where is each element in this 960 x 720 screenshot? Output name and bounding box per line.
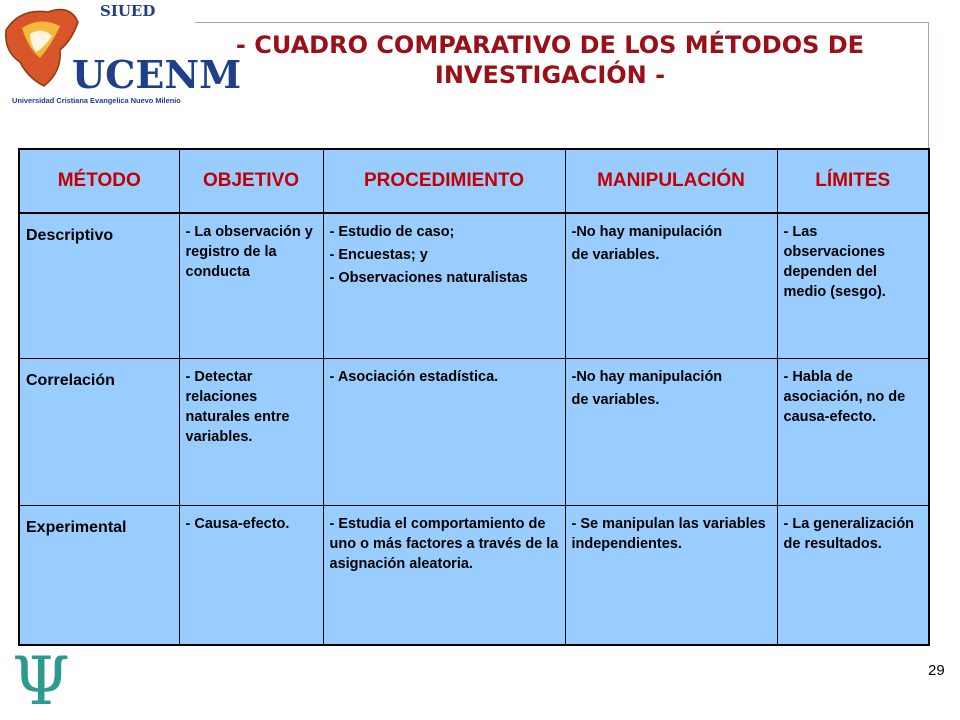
manipulation-line: de variables. xyxy=(571,392,660,408)
table-row xyxy=(19,213,929,359)
cell-objective: - Detectar relaciones naturales entre variables. xyxy=(179,359,323,506)
cell-manipulation xyxy=(565,213,777,359)
title-line-2: INVESTIGACIÓN - xyxy=(434,61,666,89)
comparison-table xyxy=(18,148,930,646)
cell-limits: - La generalización de resultados. xyxy=(777,506,929,646)
header-objective: OBJETIVO xyxy=(179,149,323,213)
procedure-line: - Estudio de caso; xyxy=(329,224,455,240)
cell-method: Descriptivo xyxy=(19,213,179,359)
logo-brand: UCENM xyxy=(72,52,242,97)
procedure-line: - Estudia el comportamiento de uno o más factores a través de la asignación aleatoria. xyxy=(329,516,559,572)
manipulation-line: de variables. xyxy=(571,247,660,263)
psi-icon xyxy=(6,643,76,720)
manipulation-line: - Se manipulan las variables independientes. xyxy=(571,516,766,552)
cell-procedure xyxy=(323,213,565,359)
frame-line-right xyxy=(928,22,929,150)
title-line-1: - CUADRO COMPARATIVO DE LOS MÉTODOS DE xyxy=(235,31,865,59)
cell-manipulation xyxy=(565,506,777,646)
cell-limits: - Las observaciones dependen del medio (sesgo). xyxy=(777,213,929,359)
header-procedure: PROCEDIMIENTO xyxy=(323,149,565,213)
cell-limits: - Habla de asociación, no de causa-efecto. xyxy=(777,359,929,506)
table-row xyxy=(19,506,929,646)
psi-symbol: Ψ xyxy=(12,643,70,720)
cell-objective: - La observación y registro de la conducta xyxy=(179,213,323,359)
logo-top-text: SIUED xyxy=(100,2,156,20)
manipulation-line: -No hay manipulación xyxy=(571,369,723,385)
cell-objective: - Causa-efecto. xyxy=(179,506,323,646)
page-number: 29 xyxy=(928,662,945,679)
procedure-line: - Observaciones naturalistas xyxy=(329,270,528,286)
procedure-line: - Asociación estadística. xyxy=(329,369,499,385)
header-row xyxy=(19,149,929,213)
cell-method: Correlación xyxy=(19,359,179,506)
header-manipulation: MANIPULACIÓN xyxy=(565,149,777,213)
cell-method: Experimental xyxy=(19,506,179,646)
table-row xyxy=(19,359,929,506)
logo-subtitle: Universidad Cristiana Evangelica Nuevo Milenio xyxy=(12,96,181,105)
cell-procedure xyxy=(323,359,565,506)
frame-line-top xyxy=(195,22,929,23)
cell-procedure xyxy=(323,506,565,646)
header-method: MÉTODO xyxy=(19,149,179,213)
procedure-line: - Encuestas; y xyxy=(329,247,428,263)
page-title xyxy=(230,30,870,90)
cell-manipulation xyxy=(565,359,777,506)
ucenm-logo xyxy=(0,0,242,110)
header-limits: LÍMITES xyxy=(777,149,929,213)
manipulation-line: -No hay manipulación xyxy=(571,224,723,240)
